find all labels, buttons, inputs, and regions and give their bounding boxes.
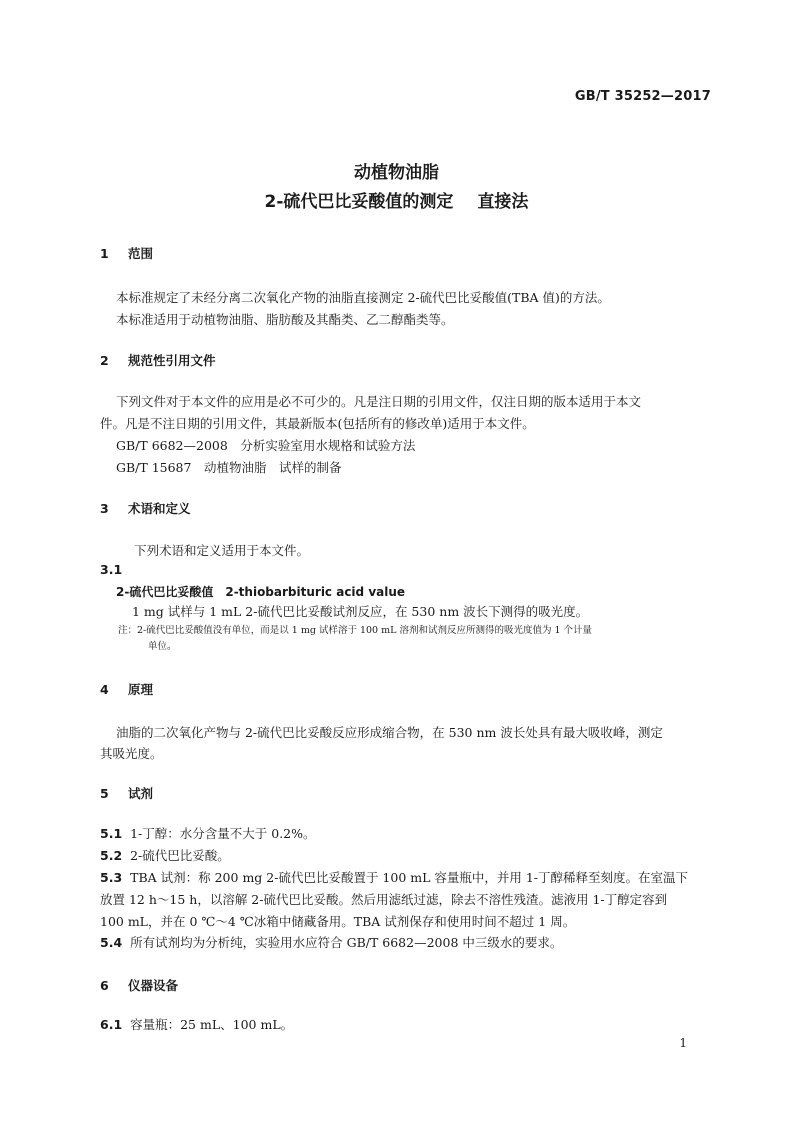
title-line-2 xyxy=(0,187,793,212)
note-continuation: 单位。 xyxy=(148,641,177,652)
title-main: 2-硫代巴比妥酸值的测定 xyxy=(264,192,454,212)
paragraph: 本标准适用于动植物油脂、脂肪酸及其酯类、乙二醇酯类等。 xyxy=(116,312,454,327)
page-number: 1 xyxy=(679,1036,687,1050)
list-item-continuation: 100 mL，并在 0 ℃～4 ℃冰箱中储藏备用。TBA 试剂保存和使用时间不超过 1 周。 xyxy=(100,914,576,929)
term-english: 2-thiobarbituric acid value xyxy=(225,585,406,599)
definition: 1 mg 试样与 1 mL 2-硫代巴比妥酸试剂反应，在 530 nm 波长下测得的吸光度。 xyxy=(132,604,589,619)
list-item-continuation: 放置 12 h～15 h，以溶解 2-硫代巴比妥酸。然后用滤纸过滤，除去不溶性残渣。滤液用 1-丁醇定容到 xyxy=(100,892,668,907)
list-item: 6.1 容量瓶：25 mL、100 mL。 xyxy=(100,1017,294,1032)
paragraph: 件。凡是不注日期的引用文件，其最新版本(包括所有的修改单)适用于本文件。 xyxy=(100,416,535,431)
list-item: 5.4 所有试剂均为分析纯，实验用水应符合 GB/T 6682—2008 中三级水的要求。 xyxy=(100,935,563,950)
list-item: 5.2 2-硫代巴比妥酸。 xyxy=(100,848,230,863)
paragraph: 下列术语和定义适用于本文件。 xyxy=(134,543,310,558)
list-item: 5.3 TBA 试剂：称 200 mg 2-硫代巴比妥酸置于 100 mL 容量瓶中，并用 1-丁醇稀释至刻度。在室温下 xyxy=(100,870,689,885)
paragraph: 油脂的二次氧化产物与 2-硫代巴比妥酸反应形成缩合物，在 530 nm 波长处具有最大吸收峰，测定 xyxy=(116,725,663,740)
standard-code: GB/T 35252—2017 xyxy=(574,89,711,104)
reference-item: GB/T 15687 动植物油脂 试样的制备 xyxy=(116,460,342,475)
paragraph: 其吸光度。 xyxy=(100,746,163,761)
paragraph: 本标准规定了未经分离二次氧化产物的油脂直接测定 2-硫代巴比妥酸值(TBA 值)的方法。 xyxy=(116,290,610,305)
title-method: 直接法 xyxy=(477,192,529,212)
subsection-number: 3.1 xyxy=(100,562,123,577)
reference-item: GB/T 6682—2008 分析实验室用水规格和试验方法 xyxy=(116,438,416,453)
section-heading-6: 6 仪器设备 xyxy=(100,978,179,993)
list-item: 5.1 1-丁醇：水分含量不大于 0.2%。 xyxy=(100,826,316,841)
term-entry xyxy=(116,583,405,600)
term-chinese: 2-硫代巴比妥酸值 xyxy=(116,585,214,599)
section-heading-5: 5 试剂 xyxy=(100,786,154,801)
section-heading-3: 3 术语和定义 xyxy=(100,501,191,516)
title-line-1: 动植物油脂 xyxy=(354,163,439,183)
section-heading-1: 1 范围 xyxy=(100,246,154,261)
section-heading-2: 2 规范性引用文件 xyxy=(100,353,216,368)
note: 注：2-硫代巴比妥酸值没有单位，而是以 1 mg 试样溶于 100 mL 溶剂和试剂反应所测得的吸光度值为 1 个计量 xyxy=(118,625,593,636)
paragraph: 下列文件对于本文件的应用是必不可少的。凡是注日期的引用文件，仅注日期的版本适用于本文 xyxy=(116,394,642,409)
section-heading-4: 4 原理 xyxy=(100,682,154,697)
